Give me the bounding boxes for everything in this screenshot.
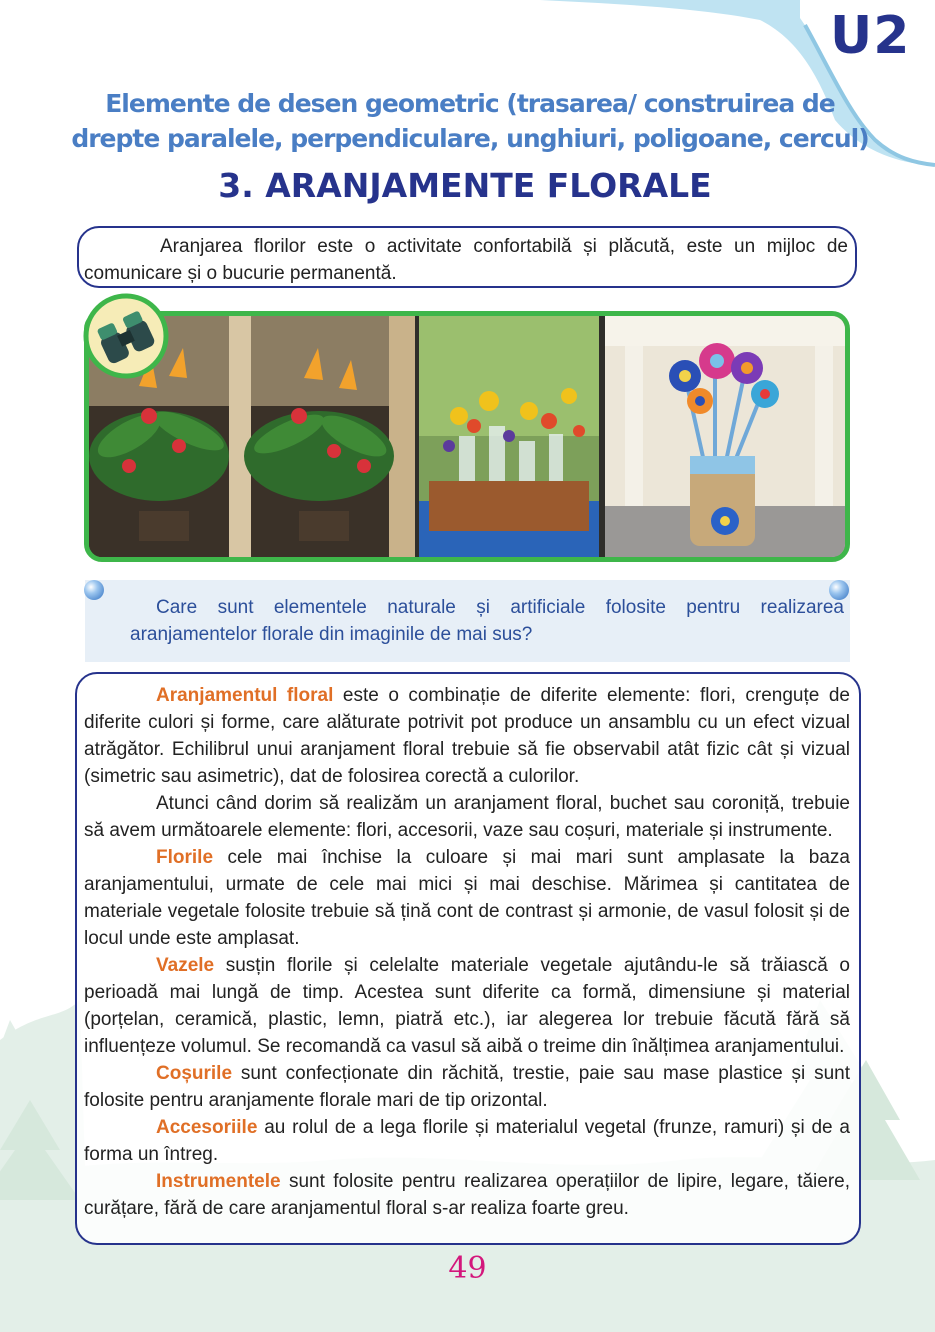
paragraph-baskets xyxy=(84,1060,850,1114)
question-text: Care sunt elementele naturale și artificiale folosite pentru realizarea aranjamentelor florale din imaginile de mai sus? xyxy=(130,597,844,645)
photo-button-flowers-jar xyxy=(605,316,850,557)
keyword-arrangement: Aranjamentul floral xyxy=(156,685,334,706)
keyword-flowers: Florile xyxy=(156,847,214,868)
subtitle-line-1: Elemente de desen geometric (trasarea/ construirea de xyxy=(105,89,835,118)
keyword-tools: Instrumentele xyxy=(156,1171,281,1192)
intro-text: Aranjarea florilor este o activitate confortabilă și plăcută, este un mijloc de comunicare și o bucurie permanentă. xyxy=(84,236,848,284)
keyword-baskets: Coșurile xyxy=(156,1063,233,1084)
paragraph-vases xyxy=(84,952,850,1060)
paragraph-body: susțin florile și celelalte materiale vegetale ajutându-le să trăiască o perioadă mai lungă de timp. Acestea sunt diferite ca formă, dimensiune și material (porțelan, ceramică, plastic, lemn, piatră etc.), iar alegerea lor trebuie făcută fără să influențeze volumul. Se recomandă ca vasul să aibă o treime din înălțimea aranjamentului. xyxy=(84,955,850,1057)
page-number: 49 xyxy=(448,1251,487,1286)
paragraph-body: cele mai închise la culoare și mai mari sunt amplasate la baza aranjamentului, urmate de cele mai mici și mai deschise. Mărimea și cantitatea de materiale vegetale folosite trebuie să țină cont de contrast și armonie, de vasul folosit și de locul unde este amplasat. xyxy=(84,847,850,949)
paragraph-body: este o combinație de diferite elemente: flori, crenguțe de diferite culori și forme, care alăturate potrivit pot produce un ansamblu cu un efect vizual atrăgător. Echilibrul unui aranjament floral trebuie să fie observabil atât fizic cât și vizual (simetric sau asimetric), dat de folosirea corectă a culorilor. xyxy=(84,685,850,787)
paragraph-accessories xyxy=(84,1114,850,1168)
keyword-vases: Vazele xyxy=(156,955,215,976)
paragraph-flowers xyxy=(84,844,850,952)
paragraph-body: sunt confecționate din răchită, trestie, paie sau mase plastice și sunt folosite pentru aranjamente florale mari de tip orizontal. xyxy=(84,1063,850,1111)
paragraph-body: au rolul de a lega florile și materialul vegetal (frunze, ramuri) și de a forma un întreg. xyxy=(84,1117,850,1165)
photo-bottles-crate xyxy=(419,316,599,557)
paragraph-body: Atunci când dorim să realizăm un aranjament floral, buchet sau coroniță, trebuie să avem următoarele elemente: flori, accesorii, vaze sau coșuri, materiale și instrumente. xyxy=(84,793,850,841)
chapter-subtitle xyxy=(70,86,870,156)
photo-strip xyxy=(84,311,850,562)
paragraph-elements xyxy=(84,790,850,844)
binoculars-icon xyxy=(82,292,170,380)
unit-badge: U2 xyxy=(830,6,911,66)
subtitle-line-2: drepte paralele, perpendiculare, unghiuri, poligoane, cercul) xyxy=(71,124,869,153)
paragraph-body: sunt folosite pentru realizarea operațiilor de lipire, legare, tăiere, curățare, fără de care aranjamentul floral s-ar realiza foarte greu. xyxy=(84,1171,850,1219)
keyword-accessories: Accesoriile xyxy=(156,1117,258,1138)
paragraph-arrangement xyxy=(84,682,850,790)
bubble-left-icon xyxy=(84,580,104,600)
paragraph-tools xyxy=(84,1168,850,1222)
content-text xyxy=(84,682,850,1222)
lesson-title: 3. ARANJAMENTE FLORALE xyxy=(218,166,712,205)
